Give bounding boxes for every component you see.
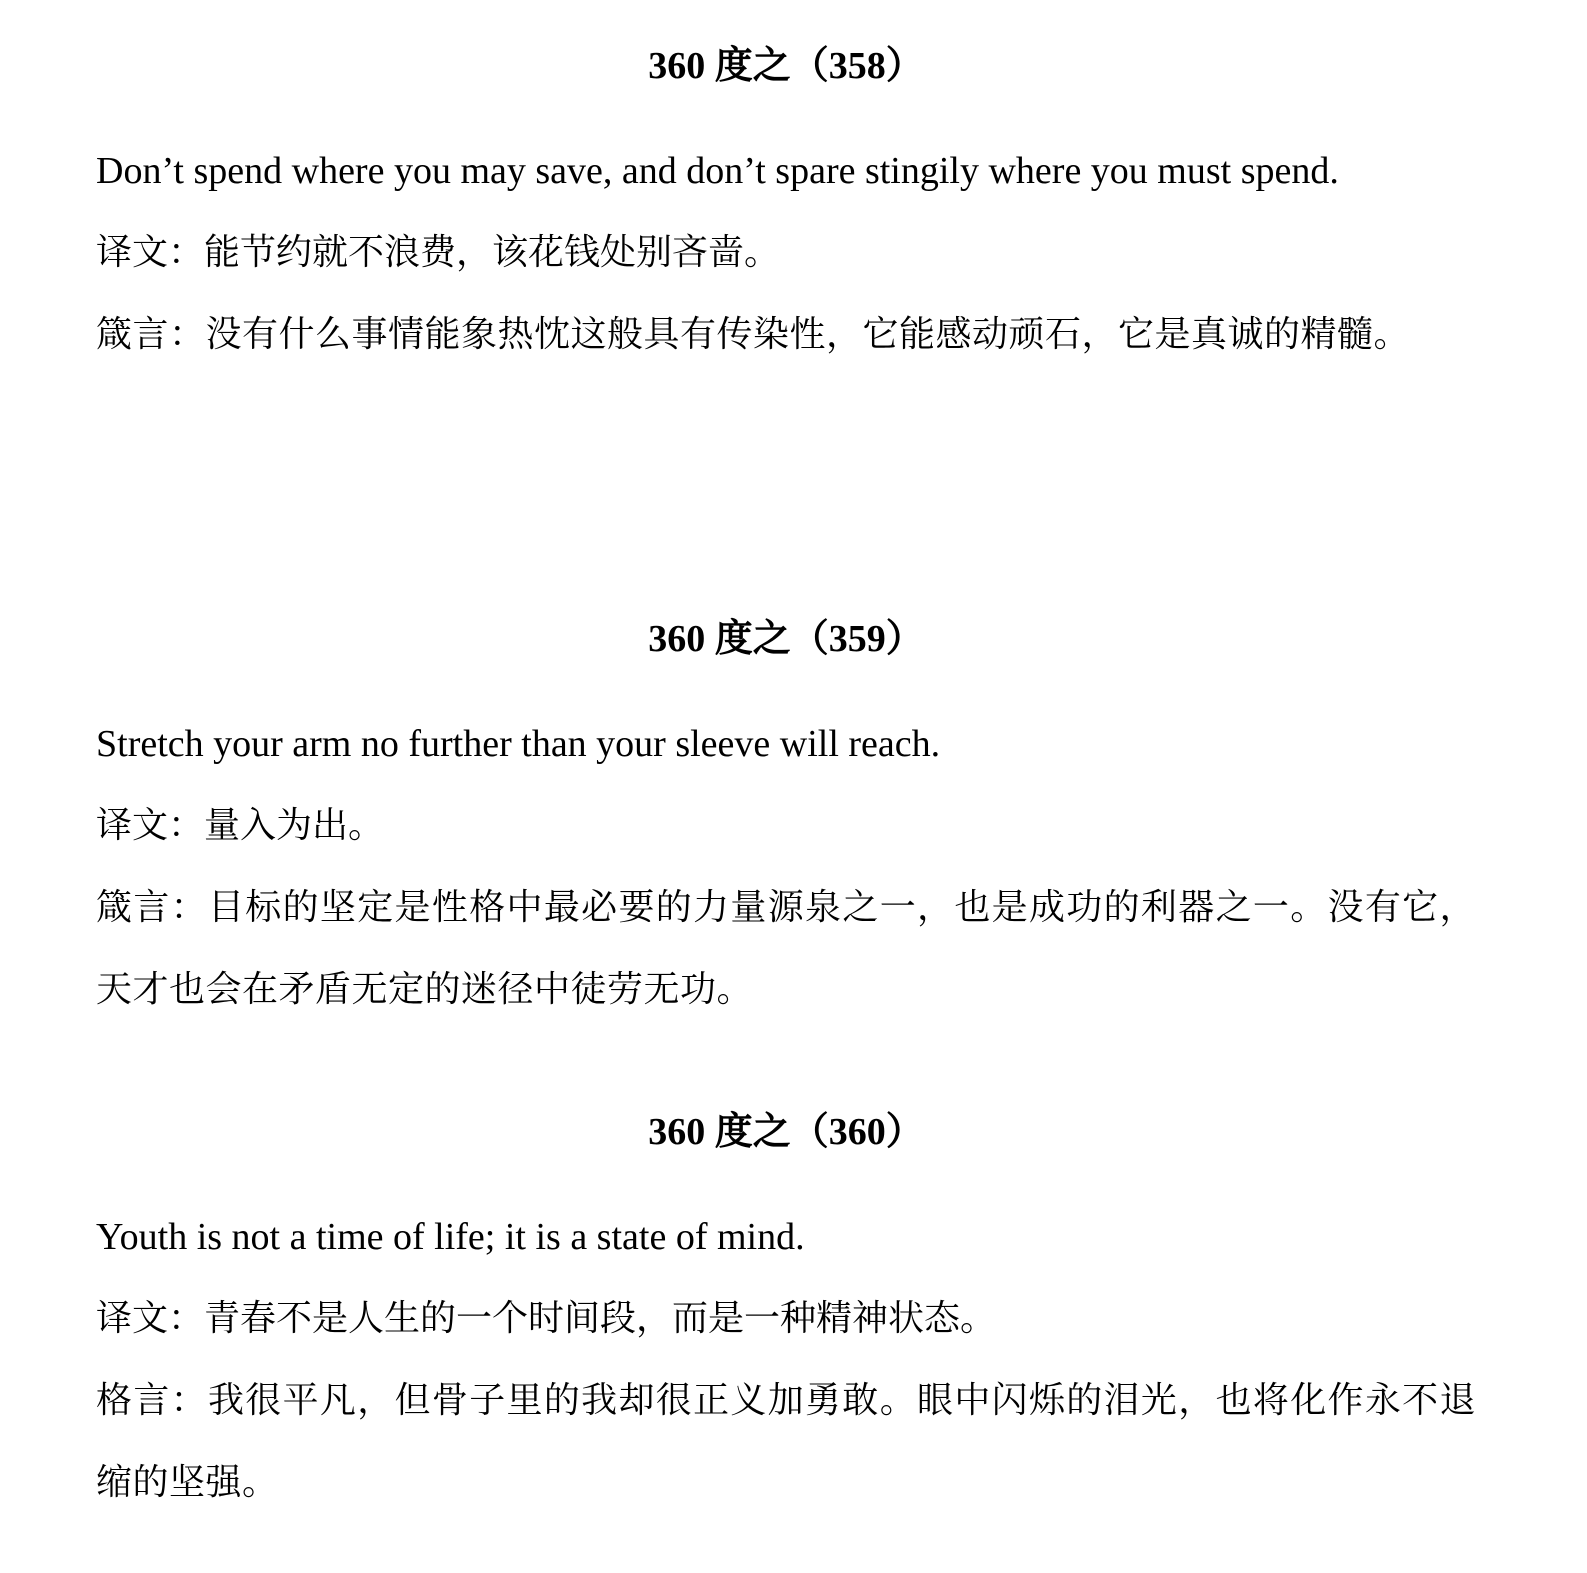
chinese-translation: 译文：能节约就不浪费，该花钱处别吝啬。	[96, 232, 781, 273]
entry-heading: 360 度之（358）	[648, 45, 924, 87]
entry-359	[96, 617, 1476, 1031]
english-proverb: Stretch your arm no further than your sleeve will reach.	[96, 723, 941, 765]
entry-heading: 360 度之（360）	[648, 1111, 924, 1153]
english-proverb: Youth is not a time of life; it is a state of mind.	[96, 1216, 805, 1258]
chinese-motto: 格言：我很平凡，但骨子里的我却很正义加勇敢。眼中闪烁的泪光，也将化作永不退缩的坚强。	[96, 1380, 1476, 1503]
chinese-motto: 箴言：没有什么事情能象热忱这般具有传染性，它能感动顽石，它是真诚的精髓。	[96, 314, 1411, 355]
chinese-translation: 译文：青春不是人生的一个时间段，而是一种精神状态。	[96, 1298, 997, 1339]
entry-heading: 360 度之（359）	[648, 618, 924, 660]
chinese-motto: 箴言：目标的坚定是性格中最必要的力量源泉之一，也是成功的利器之一。没有它，天才也会在矛盾无定的迷径中徒劳无功。	[96, 887, 1476, 1010]
chinese-translation: 译文：量入为出。	[96, 805, 385, 846]
english-proverb: Don’t spend where you may save, and don’t spare stingily where you must spend.	[96, 150, 1339, 192]
entry-358	[96, 44, 1476, 376]
entry-360	[96, 1110, 1476, 1524]
